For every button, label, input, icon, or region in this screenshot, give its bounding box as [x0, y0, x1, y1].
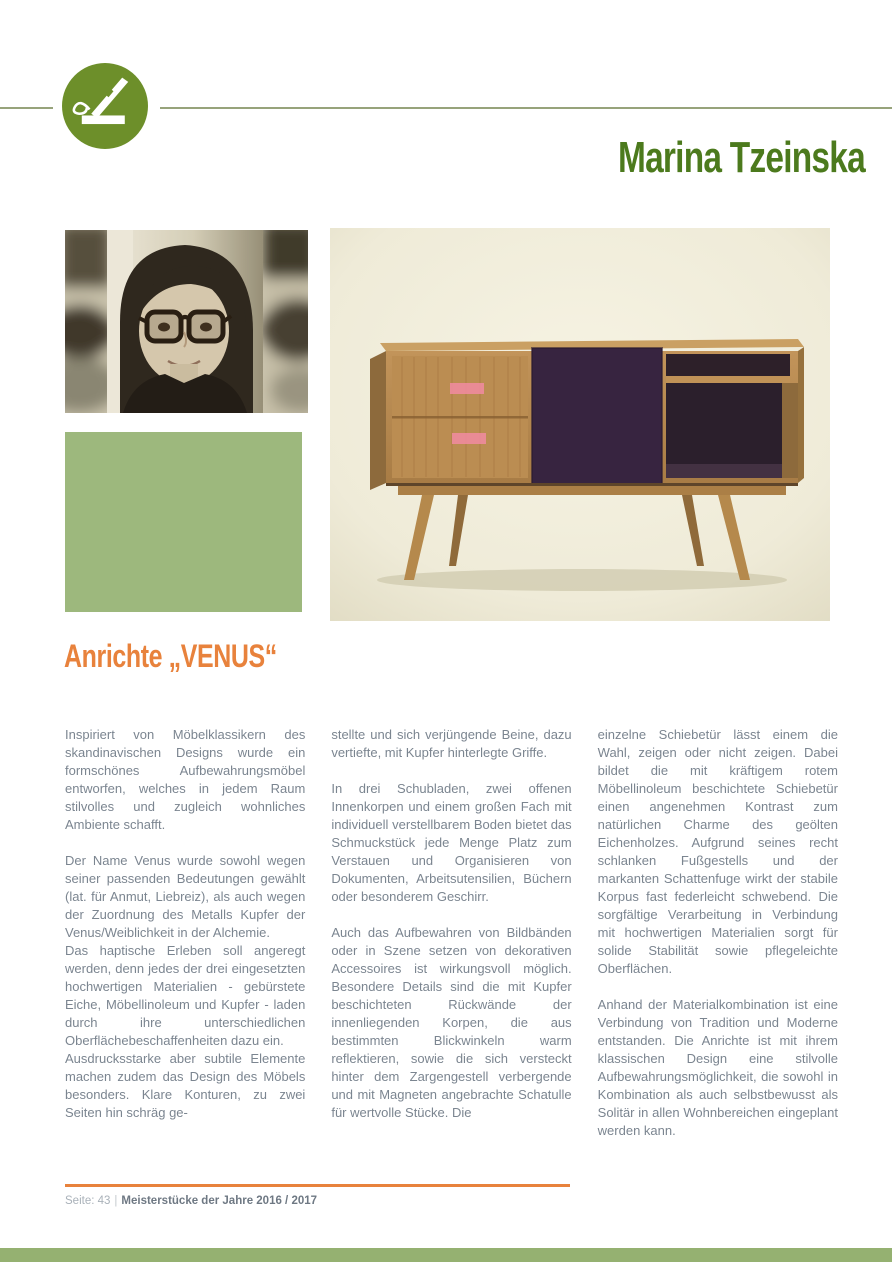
article-column-3	[598, 726, 838, 1140]
page-title: Marina Tzeinska	[618, 133, 865, 182]
article-column-2	[331, 726, 571, 1140]
article-paragraph: Inspiriert von Möbelklassikern des skandinavischen Designs wurde ein formschönes Aufbewahrungsmöbel entworfen, welches in jedem Raum stilvolles und zugleich wohnliches Ambiente schafft.	[65, 727, 306, 832]
top-rule-right	[160, 107, 892, 109]
sideboard-venus-photo	[330, 228, 830, 621]
article-heading: Anrichte „VENUS“	[64, 638, 277, 674]
article-column-1	[65, 726, 305, 1140]
article-paragraph: einzelne Schiebetür lässt einem die Wahl, zeigen oder nicht zeigen. Dabei bildet die mit kräftigem rotem Möbellinoleum beschichtete Schiebetür einen angenehmen Kontrast zum natürlichen Charme des geölten Eichenholzes. Aufgrund seines recht schlanken Fußgestells und der markanten Schattenfuge wirkt der stabile Korpus fast federleicht schwebend. Die sorgfältige Verarbeitung in Verbindung mit hochwertigen Materialien sorgt für solide Stabilität sowie pflegeleichte Oberflächen.	[597, 727, 838, 976]
article-paragraph: stellte und sich verjüngende Beine, dazu vertiefte, mit Kupfer hinterlegte Griffe.	[331, 727, 572, 760]
footer-page-label: Seite: 43	[65, 1195, 111, 1207]
article-paragraph: In drei Schubladen, zwei offenen Innenkorpen und einem großen Fach mit individuell verstellbarem Boden bietet das Schmuckstück jede Menge Platz zum Verstauen und Organisieren von Dokumenten, Arbeitsutensilien, Büchern oder besonderem Geschirr.	[331, 781, 572, 904]
carving-tool-icon	[62, 63, 148, 149]
top-rule-left	[0, 107, 53, 109]
article-paragraph: Anhand der Materialkombination ist eine Verbindung von Tradition und Moderne entstanden. Die Anrichte ist mit ihrem klassischen Design eine stilvolle Aufbewahrungsmöglichkeit, die sowohl in Kombination als auch selbstbewusst als Solitär in allen Wohnbereichen eingeplant werden kann.	[597, 997, 838, 1138]
article-paragraph: Das haptische Erleben soll angeregt werden, denn jedes der drei eingesetzten hochwertigen Materialien - gebürstete Eiche, Möbellinoleum und Kupfer - laden durch ihre unterschiedlichen Oberflächebeschaffenheiten dazu ein.	[65, 943, 306, 1048]
bottom-color-band	[0, 1248, 892, 1262]
sage-color-block	[65, 432, 302, 612]
article-body	[65, 726, 838, 1140]
footer-separator: |	[114, 1195, 118, 1207]
article-paragraph: Ausdrucksstarke aber subtile Elemente machen zudem das Design des Möbels besonders. Klare Konturen, zu zwei Seiten hin schräg ge-	[65, 1051, 306, 1120]
article-paragraph: Auch das Aufbewahren von Bildbänden oder in Szene setzen von dekorativen Accessoires ist wirkungsvoll möglich. Besondere Details sind die mit Kupfer beschichteten Rückwände der innenliegenden Korpen, die aus bestimmten Blickwinkeln warm reflektieren, sowie die sich versteckt hinter dem Zargengestell verbergende und mit Magneten angebrachte Schatulle für wertvolle Stücke. Die	[331, 925, 572, 1120]
author-portrait-photo	[65, 230, 308, 413]
footer-rule	[65, 1184, 570, 1187]
footer	[65, 1195, 317, 1207]
footer-publication-title: Meisterstücke der Jahre 2016 / 2017	[121, 1195, 318, 1207]
article-paragraph: Der Name Venus wurde sowohl wegen seiner passenden Bedeutungen gewählt (lat. für Anmut, Liebreiz), als auch wegen der Zuordnung des Metalls Kupfer der Venus/Weiblichkeit in der Alchemie.	[65, 853, 306, 940]
